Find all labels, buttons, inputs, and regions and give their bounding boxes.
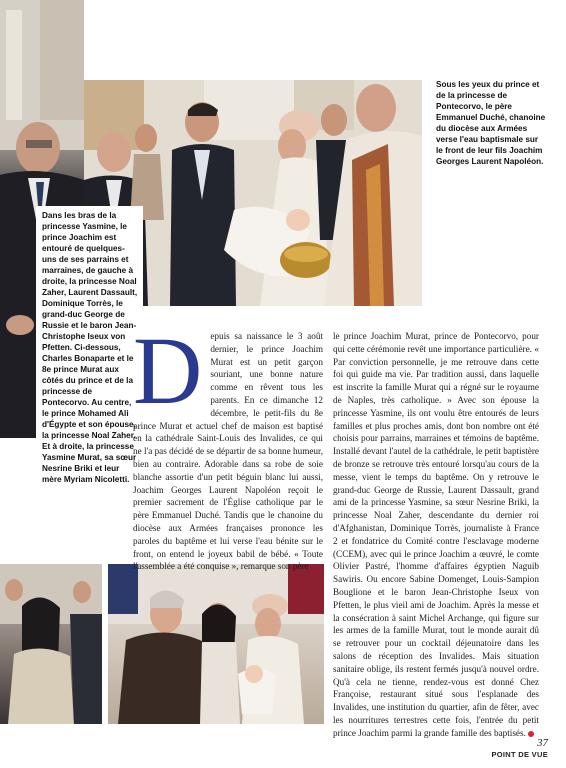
caption-godparents: Dans les bras de la princesse Yasmine, le prince Joachim est entouré de quelques-uns de ses parrains et marraines, de gauche à droite, la princesse Noal Zaher, Laurent Dassault, Dominique Torrès, le grand-duc George de Russie et le baron Jean-Christophe Iseux von Pfetten. Ci-dessous, Charles Bonaparte et le 8e prince Murat aux côtés du prince et de la princesse de Pontecorvo. Au centre, le prince Mohamed Ali d'Égypte et son épouse, la princesse Noal Zaher. Et à droite, la princesse Yasmine Murat, sa sœur Nesrine Briki et leur mère Myriam Nicoletti. bbox=[36, 206, 143, 490]
end-mark-icon bbox=[528, 731, 534, 737]
article-text-1: epuis sa naissance le 3 août dernier, le prince Joachim Murat est un petit garçon souriant, une bonne nature comme en rêvent tous les parents. En ce dimanche 12 décembre, le petit-fils du 8e prince Murat et actuel chef de maison est baptisé en la cathédrale Saint-Louis des Invalides, ce qui ne l'a pas décidé de se départir de sa bonne humeur, bien au contraire. Adorable dans sa robe de soie blanche assortie d'un petit béguin blanc lui aussi, Joachim Georges Laurent Napoléon reçoit le premier sacrement de l'Église catholique par le père Emmanuel Duché. Tandis que le chanoine du diocèse aux Armées françaises prononce les paroles du baptême et lui verse l'eau bénite sur le front, on entend le joyeux babil de bébé. « Toute l'assemblée a été conquise », remarque son père bbox=[133, 331, 323, 572]
photo-bonaparte-murat bbox=[0, 564, 102, 724]
page-number: 37 bbox=[537, 737, 548, 749]
magazine-name: POINT DE VUE bbox=[491, 750, 548, 759]
article-column-1 bbox=[133, 317, 323, 573]
article-text-2: le prince Joachim Murat, prince de Pontecorvo, pour qui cette cérémonie revêt une importance particulière. « Par conviction personnelle, je me retrouve dans cette foi qui guide ma vie. Par tradition aussi, dans laquelle est inscrite la famille Murat qui a régné sur le royaume de Naples, très catholique. » Avec son épouse la princesse Yasmine, ils ont voulu être entourés de leurs familles et plus proches amis, dont bon nombre ont été choisis pour parrains, marraines et témoins de baptême. Installé devant l'autel de la cathédrale, le petit baptistère de bronze se retrouve très entouré lorsqu'au cours de la messe, vient le temps du baptême. On y retrouve le grand-duc George de Russie, Laurent Dassault, grand ami de la princesse Yasmine, sa sœur Nesrine Briki, la princesse Noal Zaher, descendante du dernier roi d'Afghanistan, Dominique Torrès, journaliste à France 2 et fondatrice du Comité contre l'esclavage moderne (CCEM), avec qui le prince Joachim a œuvré, le comte Olivier Pastré, l'homme d'affaires égyptien Naguib Sawiris. Ou encore Sabine Domenget, Louis-Sampion Bouglione et le baron Jean-Christophe Iseux von Pfetten, le plus vieil ami de Joachim. Après la messe et la consécration à saint Michel Archange, qui figure sur les armes de la famille Murat, tout le monde aurait dû se retrouver pour un cocktail déjeunatoire dans les salons de réception des Invalides. Mais situation sanitaire oblige, ils restent fermés jusqu'à nouvel ordre. Qu'à cela ne tienne, rendez-vous est donné Chez Françoise, restaurant situé sous l'esplanade des Invalides, une institution du quartier, afin de fêter, avec les nourritures terrestres cette fois, l'entrée du petit prince Joachim parmi la grande famille des baptisés. bbox=[333, 331, 539, 738]
caption-baptism-photo: Sous les yeux du prince et de la princesse de Pontecorvo, le père Emmanuel Duché, chanoine du diocèse aux Armées verse l'eau baptismale sur le front de leur fils Joachim Georges Laurent Napoléon. bbox=[436, 80, 546, 166]
drop-cap: D bbox=[133, 317, 203, 424]
photo-family-group bbox=[108, 564, 324, 724]
article-column-2 bbox=[333, 330, 539, 740]
